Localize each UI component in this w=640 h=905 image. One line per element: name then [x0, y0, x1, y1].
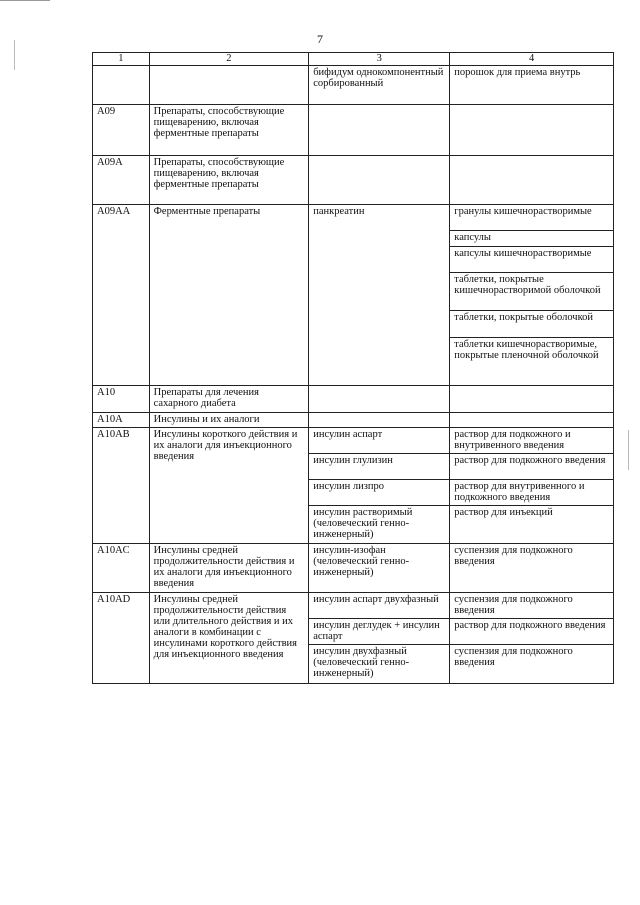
dosage-form-cell: раствор для подкожного введения: [450, 619, 614, 645]
group-name-cell: Инсулины средней продолжительности действия или длительного действия и их аналоги в комбинации с инсулинами короткого действия для инъекционного введения: [149, 593, 309, 684]
drug-name-cell: инсулин лизпро: [309, 480, 450, 506]
drug-name-cell: бифидум однокомпонентный сорбированный: [309, 66, 450, 105]
dosage-form-cell: гранулы кишечнорастворимые: [450, 205, 614, 231]
table-row: [93, 105, 614, 156]
atc-code-cell: A10A: [93, 413, 150, 428]
group-name-cell: Препараты для лечения сахарного диабета: [149, 386, 309, 413]
drug-name-cell: инсулин двухфазный (человеческий генно-инженерный): [309, 645, 450, 684]
drug-name-cell: [309, 386, 450, 413]
atc-code-cell: A09AA: [93, 205, 150, 386]
group-name-cell: [149, 66, 309, 105]
table-header-row: [93, 53, 614, 66]
dosage-form-cell: капсулы: [450, 231, 614, 247]
drug-name-cell: панкреатин: [309, 205, 450, 386]
table-row: [93, 428, 614, 454]
group-name-cell: Ферментные препараты: [149, 205, 309, 386]
dosage-form-cell: [450, 413, 614, 428]
dosage-form-cell: раствор для подкожного и внутривенного введения: [450, 428, 614, 454]
drug-table: [92, 52, 614, 684]
dosage-form-cell: порошок для приема внутрь: [450, 66, 614, 105]
scan-edge-line: [0, 0, 50, 1]
atc-code-cell: A10: [93, 386, 150, 413]
group-name-cell: Инсулины и их аналоги: [149, 413, 309, 428]
dosage-form-cell: раствор для подкожного введения: [450, 454, 614, 480]
page-number: 7: [317, 32, 323, 46]
table-row: [93, 413, 614, 428]
drug-name-cell: инсулин глулизин: [309, 454, 450, 480]
atc-code-cell: A10AC: [93, 544, 150, 593]
dosage-form-cell: [450, 386, 614, 413]
drug-name-cell: инсулин аспарт: [309, 428, 450, 454]
atc-code-cell: [93, 66, 150, 105]
table-row: [93, 544, 614, 593]
drug-name-cell: [309, 413, 450, 428]
atc-code-cell: A10AD: [93, 593, 150, 684]
column-header: 3: [309, 53, 450, 66]
drug-name-cell: инсулин растворимый (человеческий генно-инженерный): [309, 506, 450, 544]
dosage-form-cell: таблетки, покрытые оболочкой: [450, 311, 614, 338]
drug-name-cell: [309, 156, 450, 205]
table-row: [93, 205, 614, 231]
dosage-form-cell: капсулы кишечнорастворимые: [450, 247, 614, 273]
dosage-form-cell: суспензия для подкожного введения: [450, 593, 614, 619]
table-row: [93, 156, 614, 205]
dosage-form-cell: таблетки, покрытые кишечнорастворимой оболочкой: [450, 273, 614, 311]
column-header: 4: [450, 53, 614, 66]
dosage-form-cell: раствор для инъекций: [450, 506, 614, 544]
column-header: 2: [149, 53, 309, 66]
table-row: [93, 593, 614, 619]
drug-name-cell: инсулин-изофан (человеческий генно-инженерный): [309, 544, 450, 593]
table-row: [93, 386, 614, 413]
group-name-cell: Препараты, способствующие пищеварению, включая ферментные препараты: [149, 156, 309, 205]
dosage-form-cell: раствор для внутривенного и подкожного введения: [450, 480, 614, 506]
atc-code-cell: A10AB: [93, 428, 150, 544]
drug-name-cell: инсулин деглудек + инсулин аспарт: [309, 619, 450, 645]
column-header: 1: [93, 53, 150, 66]
group-name-cell: Инсулины средней продолжительности действия и их аналоги для инъекционного введения: [149, 544, 309, 593]
scan-edge-mark: [628, 430, 629, 470]
drug-name-cell: инсулин аспарт двухфазный: [309, 593, 450, 619]
atc-code-cell: A09A: [93, 156, 150, 205]
group-name-cell: Препараты, способствующие пищеварению, включая ферментные препараты: [149, 105, 309, 156]
dosage-form-cell: [450, 156, 614, 205]
dosage-form-cell: суспензия для подкожного введения: [450, 645, 614, 684]
group-name-cell: Инсулины короткого действия и их аналоги для инъекционного введения: [149, 428, 309, 544]
dosage-form-cell: [450, 105, 614, 156]
drug-name-cell: [309, 105, 450, 156]
dosage-form-cell: суспензия для подкожного введения: [450, 544, 614, 593]
dosage-form-cell: таблетки кишечнорастворимые, покрытые пленочной оболочкой: [450, 338, 614, 386]
table-row: [93, 66, 614, 105]
atc-code-cell: A09: [93, 105, 150, 156]
